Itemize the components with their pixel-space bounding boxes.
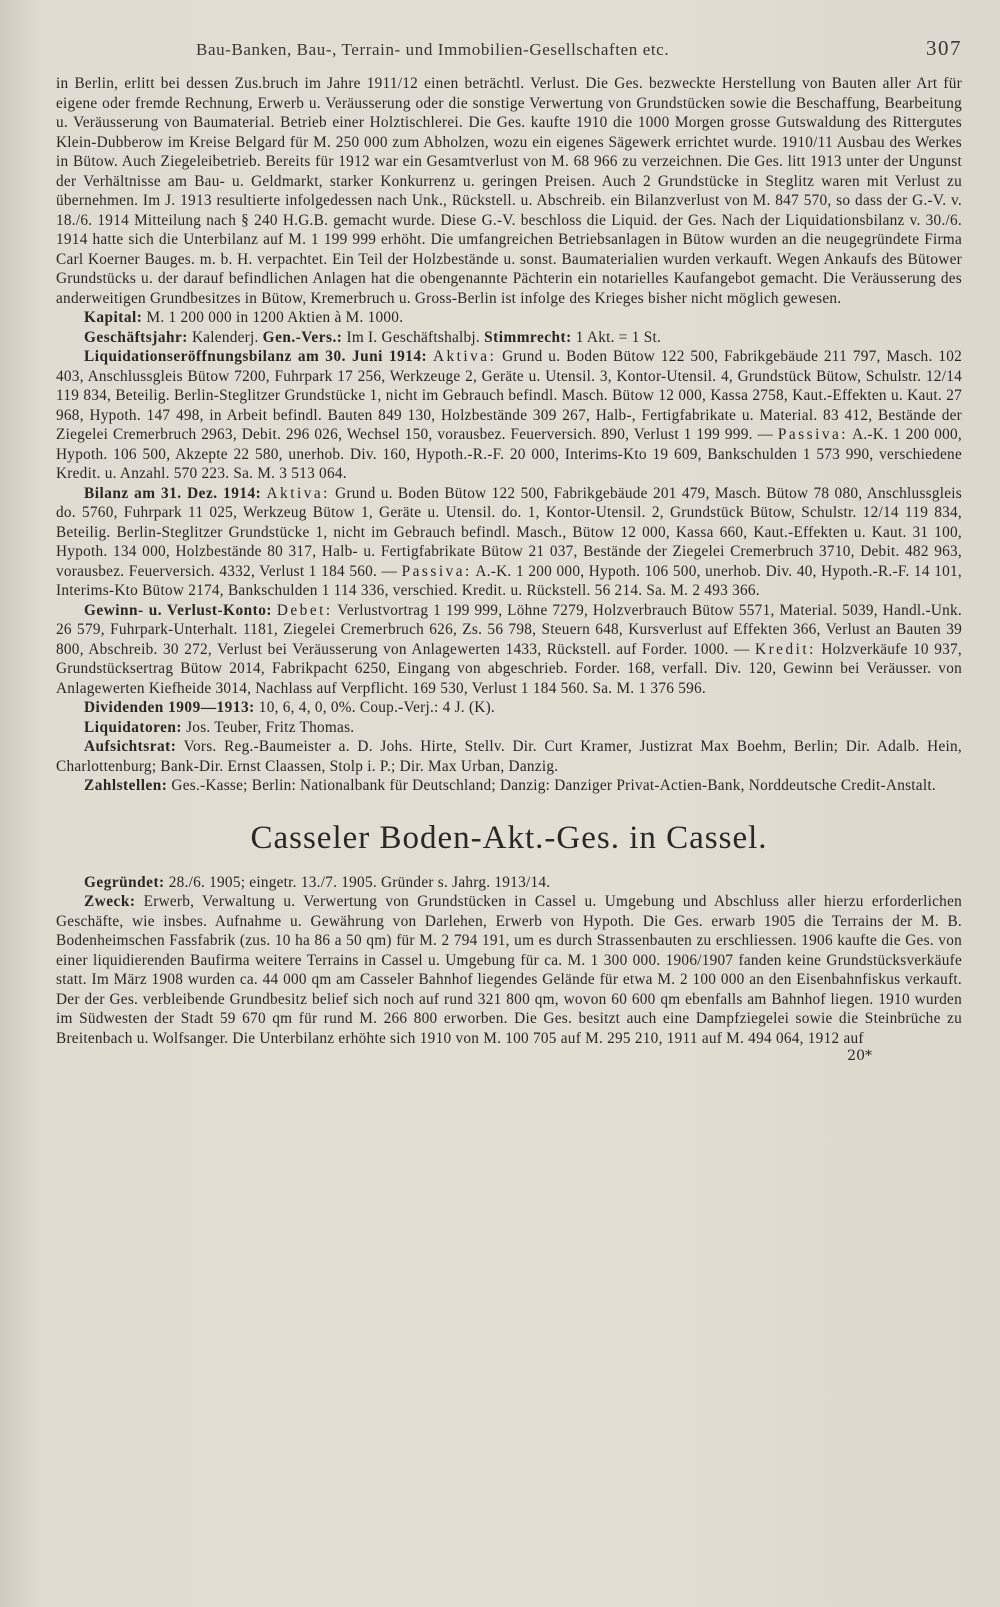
dividends-label: Dividenden 1909—1913:	[84, 699, 255, 716]
section-casseler-boden	[56, 873, 962, 1049]
balance-aktiva-text: Grund u. Boden Bütow 122 500, Fabrikgebäude 201 479, Masch. Bütow 78 080, Anschlussgleis do. 5760, Fuhrpark 11 025, Werkzeug Bütow 1, Geräte u. Utensil. do. 1, Kontor-Utensil. 2, Grundstück Bütow, Schulstr. 12/14 119 834, Beteilig. Berlin-Steglitzer Grundstücke 1, nicht im Gebrauch befindl. Masch., Bütow 12 000, Kassa 660, Kaut.-Effekten u. Kaut. 31 100, Hypoth. 134 000, Holzbestände 80 317, Halb- u. Fertigfabrikate Bütow 21 037, Bestände der Ziegelei Cremerbruch 3710, Debit. 482 963, vorausbez. Feuerversich. 4332, Verlust 1 184 560. —	[56, 484, 963, 580]
kredit-text: Holzverkäufe 10 937, Grundstücksertrag Bütow 2014, Fabrikpacht 6250, Eingang von abgeschrieb. Forder. 168, verfall. Div. 120, Gewinn bei Veräusser. von Anlagewerten Kiefheide 3014, Nachlass auf Verpflicht. 169 530, Verlust 1 184 560. Sa. M. 1 376 596.	[56, 640, 962, 697]
voting-right-value: 1 Akt. = 1 St.	[575, 328, 662, 346]
kredit-word: Kredit:	[755, 640, 816, 658]
debet-text: Verlustvortrag 1 199 999, Löhne 7279, Holzverbrauch Bütow 5571, Material. 5039, Handl.-Unk. 26 579, Fuhrpark-Unterhalt. 1181, Ziegelei Cremerbruch 626, Zs. 56 798, Steuern 648, Kursverlust auf Effekten 366, Verlust an Bauten 39 800, Abschreib. 30 272, Verlust bei Veräusserung von Anlagewerten 1433, Rückstell. auf Forder. 1000. —	[56, 601, 962, 658]
company-heading: Casseler Boden-Akt.-Ges. in Cassel.	[250, 819, 768, 856]
liquidation-passiva-word: Passiva:	[777, 426, 849, 443]
running-header-title: Bau-Banken, Bau-, Terrain- und Immobilien-Gesellschaften etc.	[196, 40, 670, 59]
running-header	[56, 34, 962, 74]
liquidators-entry	[56, 718, 962, 738]
liquidation-aktiva-text: Grund u. Boden Bütow 122 500, Fabrikgebäude 211 797, Masch. 102 403, Anschlussgleis Bütow 7200, Fuhrpark 17 256, Werkzeuge 2, Geräte u. Utensil. 3, Kontor-Utensil. 4, Grundstück Bütow, Schulstr. 12/14 119 834, Beteilig. Berlin-Steglitzer Grundstücke 1, nicht im Gebrauch befindl. Masch. Bütow 12 000, Kassa 2758, Kaut.-Effekten u. Kaut. 27 968, Hypoth. 147 498, in Arbeit befindl. Bauten 849 130, Holzbestände 309 267, Halb-, Fertigfabrikate u. Material. 83 412, Bestände der Ziegelei Cremerbruch 2963, Debit. 296 026, Wechsel 150, vorausbez. Feuerversich. 890, Verlust 1 199 999. —	[56, 348, 963, 443]
profit-loss-label: Gewinn- u. Verlust-Konto:	[84, 601, 272, 619]
general-meeting-value: Im I. Geschäftshalbj.	[346, 328, 481, 346]
balance-1914-label: Bilanz am 31. Dez. 1914:	[84, 484, 262, 502]
founded-value: 28./6. 1905; eingetr. 13./7. 1905. Gründer s. Jahrg. 1913/14.	[168, 873, 551, 891]
signature-mark: 20*	[847, 1048, 872, 1064]
liquidation-aktiva-word: Aktiva:	[432, 348, 497, 365]
supervisory-board-value: Vors. Reg.-Baumeister a. D. Johs. Hirte, Stellv. Dir. Curt Kramer, Justizrat Max Boehm, Berlin; Dir. Adalb. Hein, Charlottenburg; Bank-Dir. Ernst Claassen, Stolp i. P.; Dir. Max Urban, Danzig.	[56, 738, 962, 775]
debet-word: Debet:	[276, 601, 333, 619]
purpose-label: Zweck:	[84, 893, 136, 910]
founded-entry	[56, 873, 962, 893]
founded-label: Gegründet:	[84, 873, 165, 891]
balance-passiva-text: A.-K. 1 200 000, Hypoth. 106 500, unerhob. Div. 40, Hypoth.-R.-F. 14 101, Interims-Kto Bütow 2174, Bankschulden 1 114 336, verschied. Kredit. u. Rückstell. 56 214. Sa. M. 2 493 366.	[56, 562, 962, 599]
purpose-text: Erwerb, Verwaltung u. Verwertung von Grundstücken in Cassel u. Umgebung und Abschluss aller hierzu erforderlichen Geschäfte, wie insbes. Aufnahme u. Gewährung von Darlehen, Erwerb von Hypoth. Die Ges. erwarb 1905 die Terrains der M. B. Bodenheimschen Fassfabrik (zus. 10 ha 86 a 50 qm) für M. 2 794 191, um es durch Strassenbauten zu erschliessen. 1906 kaufte die Ges. von einer liquidierenden Baufirma weitere Terrains in Cassel u. Umgebung für ca. M. 1 300 000. 1906/1907 fanden keine Grundstücksverkäufe statt. Im März 1908 wurden ca. 44 000 qm am Casseler Bahnhof liegendes Gelände für etwa M. 2 100 000 an den Eisenbahnfiskus verkauft. Der der Ges. verbleibende Grundbesitz belief sich noch auf rund 321 800 qm, wovon 60 600 qm ebenfalls am Bahnhof liegen. 1910 wurden im Südwesten der Stadt 59 670 qm für rund M. 266 800 erworben. Die Ges. besitzt auch eine Dampfziegelei sowie die Steinbrüche zu Breitenbach u. Wolfsanger. Die Unterbilanz erhöhte sich 1910 von M. 100 705 auf M. 295 210, 1911 auf M. 494 064, 1912 auf	[56, 893, 963, 1047]
paying-agents-label: Zahlstellen:	[84, 777, 168, 794]
fiscal-year-label: Geschäftsjahr:	[84, 328, 188, 346]
balance-1914-entry	[56, 484, 962, 601]
supervisory-board-label: Aufsichtsrat:	[84, 738, 177, 755]
liquidation-balance-entry	[56, 347, 962, 484]
capital-label: Kapital:	[84, 309, 143, 326]
supervisory-board-entry	[56, 737, 962, 776]
fiscal-year-value: Kalenderj.	[191, 328, 259, 346]
paying-agents-entry	[56, 776, 962, 796]
general-meeting-label: Gen.-Vers.:	[262, 328, 343, 346]
history-paragraph	[56, 74, 962, 308]
dividends-entry	[56, 698, 962, 718]
paying-agents-value: Ges.-Kasse; Berlin: Nationalbank für Deutschland; Danzig: Danziger Privat-Actien-Bank, Norddeutsche Credit-Anstalt.	[171, 777, 936, 794]
capital-entry	[56, 308, 962, 328]
liquidation-passiva-text: A.-K. 1 200 000, Hypoth. 106 500, Akzepte 22 580, unerhob. Div. 160, Hypoth.-R.-F. 20 000, Interims-Kto 19 609, Bankschulden 1 573 990, verschiedene Kredit. u. Anzahl. 570 223. Sa. M. 3 513 064.	[56, 426, 963, 482]
liquidators-value: Jos. Teuber, Fritz Thomas.	[186, 718, 355, 736]
voting-right-label: Stimmrecht:	[484, 328, 572, 346]
section-liquidating-company	[56, 74, 962, 796]
page-number: 307	[926, 36, 962, 60]
history-text: in Berlin, erlitt bei dessen Zus.bruch im Jahre 1911/12 einen beträchtl. Verlust. Die Ges. bezweckte Herstellung von Bauten aller Art für eigene oder fremde Rechnung, Erwerb u. Veräusserung oder die sonstige Verwertung von Grundstücken sowie die Beschaffung, Bearbeitung u. Veräusserung von Baumaterial. Betrieb einer Holztischlerei. Die Ges. kaufte 1910 die 1000 Morgen grosse Gutswaldung des Rittergutes Klein-Dubberow im Kreise Belgard für M. 250 000 zum Abholzen, wozu ein eigenes Sägewerk errichtet wurde. 1910/11 Ausbau des Werkes in Bütow. Auch Ziegeleibetrieb. Bereits für 1912 war ein Gesamtverlust von M. 68 966 zu verzeichnen. Die Ges. litt 1913 unter der Ungunst der Verhältnisse am Bau- u. Geldmarkt, starker Konkurrenz u. geringen Preisen. Auch 2 Grundstücke in Steglitz waren mit Verlust zu übernehmen. Im J. 1913 resultierte infolgedessen nach Unk., Rückstell. u. Abschreib. ein Bilanzverlust von M. 847 570, so dass der G.-V. v. 18./6. 1914 Mitteilung nach § 240 H.G.B. gemacht wurde. Diese G.-V. beschloss die Liquid. der Ges. Nach der Liquidationsbilanz v. 30./6. 1914 hatte sich die Unterbilanz auf M. 1 199 999 erhöht. Die umfangreichen Betriebsanlagen in Bütow wurden an die neugegründete Firma Carl Koerner Bauges. m. b. H. verpachtet. Ein Teil der Holzbestände u. sonst. Baumaterialien wurden verkauft. Wegen Ankaufs des Bütower Grundstücks u. der darauf befindlichen Anlagen hat die obengenannte Pächterin ein notarielles Kaufangebot gemacht. Die Veräusserung des anderweitigen Grundbesitzes in Bütow, Kremerbruch u. Gross-Berlin ist infolge des Krieges bisher nicht möglich gewesen.	[56, 75, 962, 307]
liquidators-label: Liquidatoren:	[84, 718, 183, 736]
purpose-entry	[56, 892, 962, 1048]
liquidation-balance-label: Liquidationseröffnungsbilanz am 30. Juni 1914:	[84, 348, 428, 365]
balance-passiva-word: Passiva:	[401, 562, 472, 580]
capital-value: M. 1 200 000 in 1200 Aktien à M. 1000.	[146, 309, 404, 326]
balance-aktiva-word: Aktiva:	[266, 484, 330, 502]
dividends-value: 10, 6, 4, 0, 0%. Coup.-Verj.: 4 J. (K).	[258, 699, 496, 716]
meeting-entry	[56, 328, 962, 348]
profit-loss-entry	[56, 601, 962, 699]
